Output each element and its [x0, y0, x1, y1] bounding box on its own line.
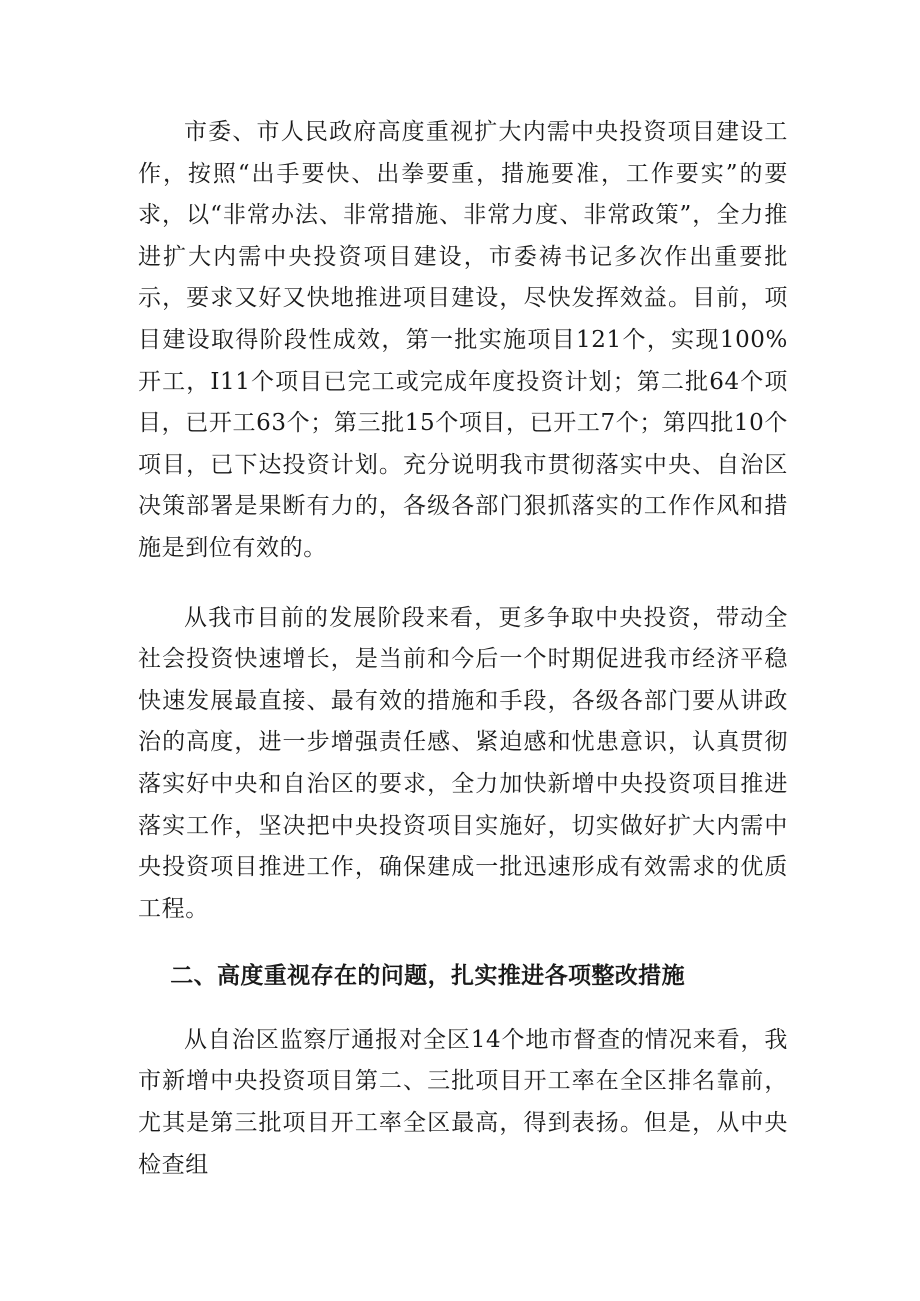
paragraph-3: 从自治区监察厅通报对全区14个地市督查的情况来看，我市新增中央投资项目第二、三批项目开工率在全区排名靠前，尤其是第三批项目开工率全区最高，得到表扬。但是，从中央检查组: [138, 1026, 788, 1178]
paragraph-1: 市委、市人民政府高度重视扩大内需中央投资项目建设工作，按照“出手要快、出拳要重，措施要准，工作要实”的要求，以“非常办法、非常措施、非常力度、非常政策”，全力推进扩大内需中央投资项目建设，市委祷书记多次作出重要批示，要求又好又快地推进项目建设，尽快发挥效益。目前，项目建设取得阶段性成效，第一批实施项目121个，实现100%开工，I11个项目已完工或完成年度投资计划；第二批64个项目，已开工63个；第三批15个项目，已开工7个；第四批10个项目，已下达投资计划。充分说明我市贯彻落实中央、自治区决策部署是果断有力的，各级各部门狠抓落实的工作作风和措施是到位有效的。: [138, 119, 788, 561]
paragraph-2: 从我市目前的发展阶段来看，更多争取中央投资，带动全社会投资快速增长，是当前和今后一个时期促进我市经济平稳快速发展最直接、最有效的措施和手段，各级各部门要从讲政治的高度，进一步增强责任感、紧迫感和忧患意识，认真贯彻落实好中央和自治区的要求，全力加快新增中央投资项目推进落实工作，坚决把中央投资项目实施好，切实做好扩大内需中央投资项目推进工作，确保建成一批迅速形成有效需求的优质工程。: [138, 604, 788, 922]
document-body: [138, 112, 788, 1186]
section-heading: 二、高度重视存在的问题，扎实推进各项整改措施: [170, 963, 685, 990]
